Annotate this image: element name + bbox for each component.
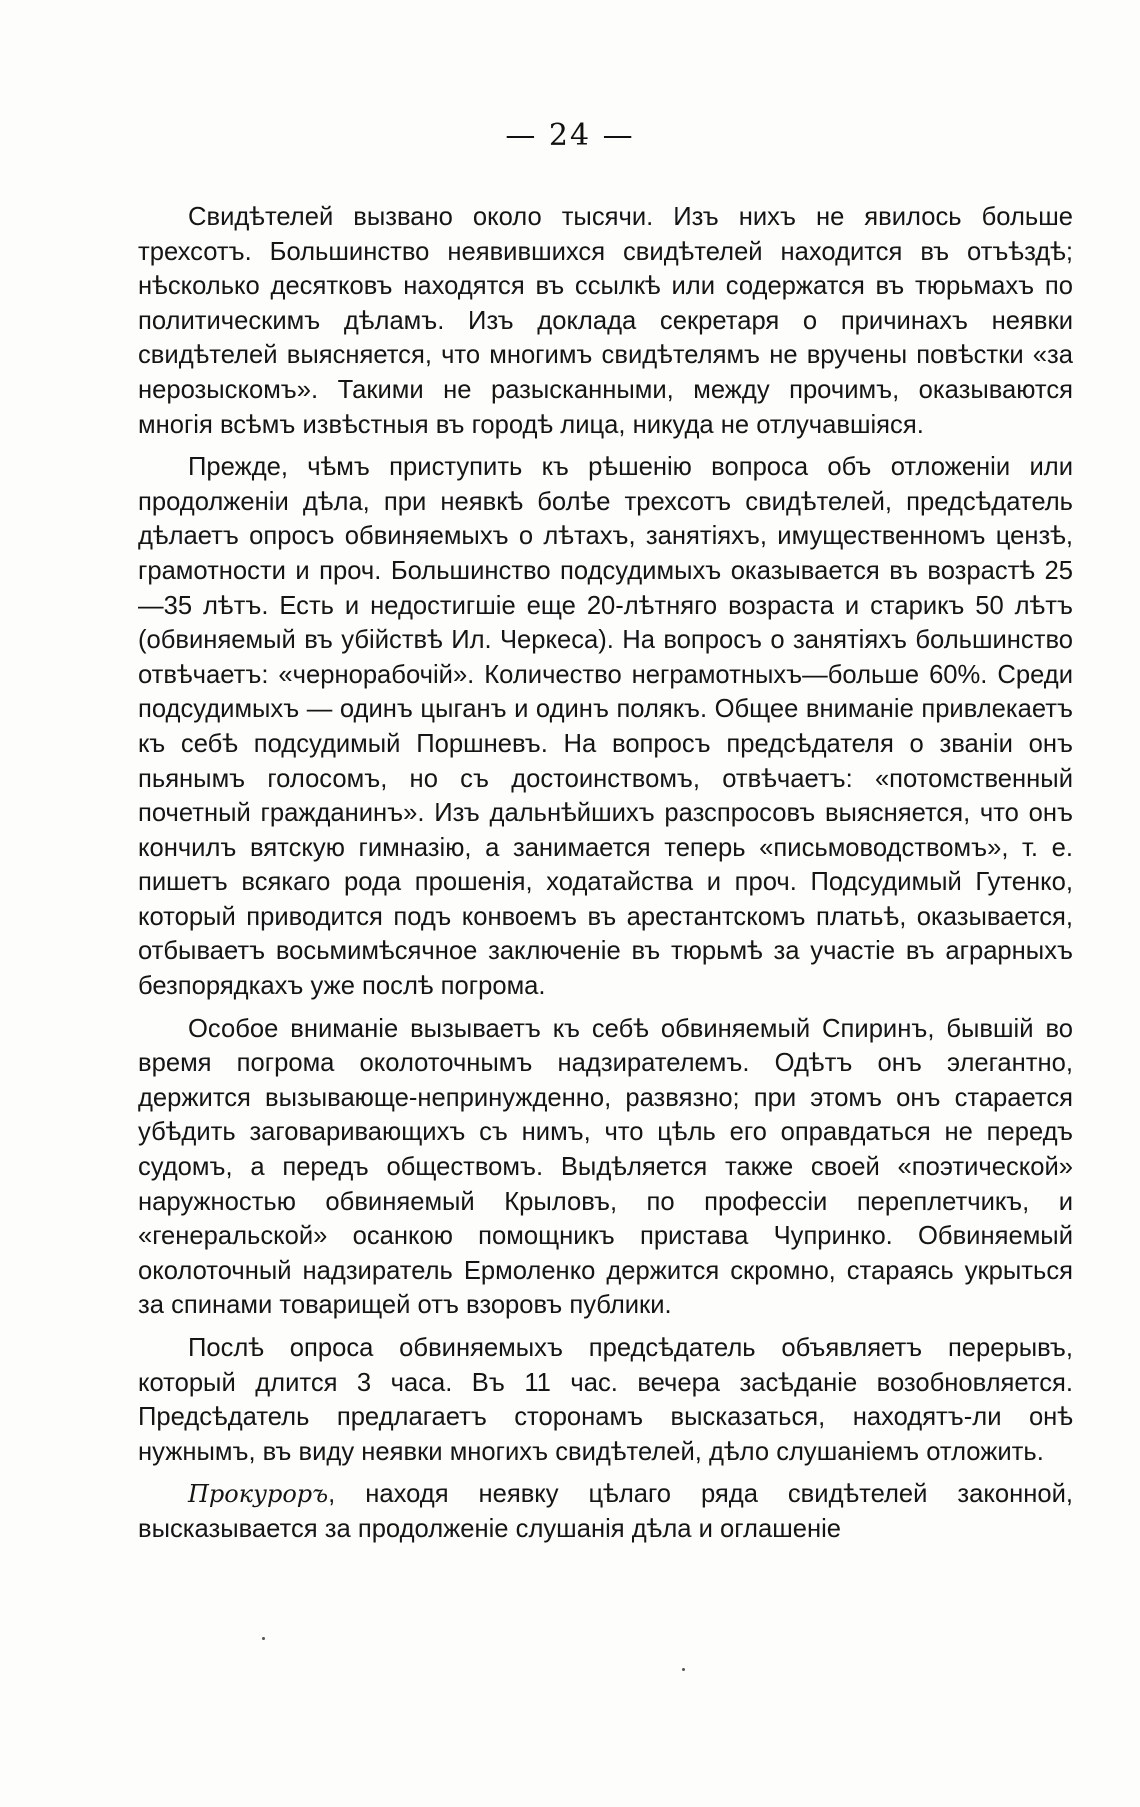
- paragraph-gap: [138, 442, 1073, 450]
- print-speck: [262, 1637, 265, 1640]
- print-speck: [682, 1668, 685, 1671]
- page-number: — 24 —: [505, 118, 635, 153]
- paragraph-recess: Послѣ опроса обвиняемыхъ предсѣдатель объявляетъ перерывъ, который длится 3 часа. Въ 11 час. вечера засѣданіе возобновляется. Предсѣдатель предлагаетъ сторонамъ высказаться, находятъ-ли онѣ нужнымъ, въ виду неявки многихъ свидѣтелей, дѣло слушаніемъ отложить.: [138, 1334, 1073, 1466]
- speaker-label: Прокуроръ: [188, 1480, 329, 1509]
- prosecutor-text: , находя неявку цѣлаго ряда свидѣтелей законной, высказывается за продолженіе слушанія дѣла и оглашеніе: [138, 1480, 1073, 1543]
- paragraph-gap: [138, 1004, 1073, 1012]
- paragraph-spirin: Особое вниманіе вызываетъ къ себѣ обвиняемый Спиринъ, бывшій во время погрома околоточнымъ надзирателемъ. Одѣтъ онъ элегантно, держится вызывающе-непринужденно, развязно; при этомъ онъ старается убѣдить заговаривающихъ съ нимъ, что цѣль его оправдаться не передъ судомъ, а передъ обществомъ. Выдѣляется также своей «поэтической» наружностью обвиняемый Крыловъ, по профессіи переплетчикъ, и «генеральской» осанкою помощникъ пристава Чупринко. Обвиняемый околоточный надзиратель Ермоленко держится скромно, стараясь укрыться за спинами товарищей отъ взоровъ публики.: [138, 1014, 1073, 1320]
- paragraph-prosecutor: [138, 1477, 1073, 1546]
- paragraph-gap: [138, 1469, 1073, 1477]
- paragraph-defendants-survey: Прежде, чѣмъ приступить къ рѣшенію вопроса объ отложеніи или продолженіи дѣла, при неявкѣ болѣе трехсотъ свидѣтелей, предсѣдатель дѣлаетъ опросъ обвиняемыхъ о лѣтахъ, занятіяхъ, имущественномъ цензѣ, грамотности и проч. Большинство подсудимыхъ оказывается въ возрастѣ 25—35 лѣтъ. Есть и недостигшіе еще 20-лѣтняго возраста и старикъ 50 лѣтъ (обвиняемый въ убійствѣ Ил. Черкеса). На вопросъ о занятіяхъ большинство отвѣчаетъ: «чернорабочій». Количество неграмотныхъ—больше 60%. Среди подсудимыхъ — одинъ цыганъ и одинъ полякъ. Общее вниманіе привлекаетъ къ себѣ подсудимый Поршневъ. На вопросъ предсѣдателя о званіи онъ пьянымъ голосомъ, но съ достоинствомъ, отвѣчаетъ: «потомственный почетный гражданинъ». Изъ дальнѣйшихъ разспросовъ выясняется, что онъ кончилъ вятскую гимназію, а занимается теперь «письмоводствомъ», т. е. пишетъ всякаго рода прошенія, ходатайства и проч. Подсудимый Гутенко, который приводится подъ конвоемъ въ арестантскомъ платьѣ, оказывается, отбываетъ восьмимѣсячное заключеніе въ тюрьмѣ за участіе въ аграрныхъ безпорядкахъ уже послѣ погрома.: [138, 453, 1073, 1001]
- page-body: [138, 200, 1073, 1547]
- paragraph-witnesses: Свидѣтелей вызвано около тысячи. Изъ нихъ не явилось больше трехсотъ. Большинство неявившихся свидѣтелей находится въ отъѣздѣ; нѣсколько десятковъ находятся въ ссылкѣ или содержатся въ тюрьмахъ по политическимъ дѣламъ. Изъ доклада секретаря о причинахъ неявки свидѣтелей выясняется, что многимъ свидѣтелямъ не вручены повѣстки «за нерозыскомъ». Такими не разысканными, между прочимъ, оказываются многія всѣмъ извѣстныя въ городѣ лица, никуда не отлучавшіяся.: [138, 203, 1073, 439]
- paragraph-gap: [138, 1323, 1073, 1331]
